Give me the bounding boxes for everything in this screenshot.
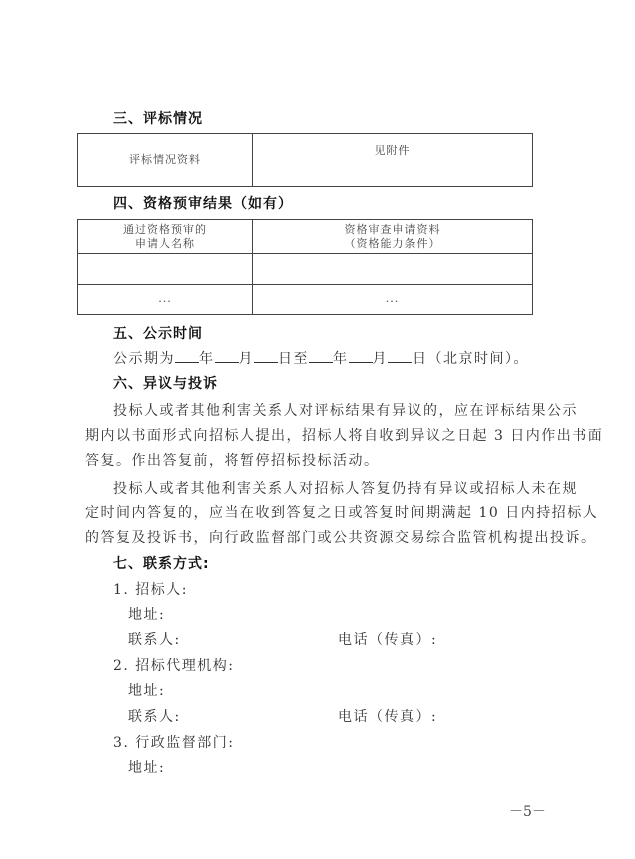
evaluation-table (77, 133, 533, 187)
table-cell (253, 254, 533, 284)
table-row (78, 284, 533, 314)
complaint-paragraph-line: 的答复及投诉书，向行政监督部门或公共资源交易综合监管机构提出投诉。 (85, 530, 597, 546)
objection-paragraph-line: 答复。作出答复前，将暂停招标投标活动。 (85, 453, 380, 469)
header-cell-materials: 资格审查申请资料 （资格能力条件） (253, 220, 533, 254)
prequalification-table (77, 219, 533, 315)
section-5-heading: 五、公示时间 (113, 326, 203, 342)
table-cell: ... (253, 284, 533, 314)
complaint-paragraph-line: 定时间内答复的，应当在收到答复之日或答复时间期满起 10 日内持招标人 (85, 505, 599, 521)
supervision-title: 3. 行政监督部门: (113, 735, 235, 751)
agency-contact: 联系人: (128, 709, 181, 725)
objection-paragraph-line: 期内以书面形式向招标人提出，招标人将自收到异议之日起 3 日内作出书面 (85, 428, 604, 444)
tenderer-address: 地址: (128, 607, 166, 623)
agency-address: 地址: (128, 683, 166, 699)
table-cell (78, 254, 253, 284)
section-3-heading: 三、评标情况 (113, 111, 203, 127)
publicity-period-text: 公示期为 年 月 日至 年 月 日（北京时间）。 (113, 351, 529, 367)
page-number: －5－ (509, 804, 546, 820)
complaint-paragraph-line: 投标人或者其他利害关系人对招标人答复仍持有异议或招标人未在规 (113, 481, 578, 497)
table-row (78, 254, 533, 284)
table-cell: ... (78, 284, 253, 314)
table-header-row (78, 220, 533, 254)
evaluation-value-cell: 见附件 (253, 134, 533, 187)
supervision-address: 地址: (128, 760, 166, 776)
objection-paragraph-line: 投标人或者其他利害关系人对评标结果有异议的，应在评标结果公示 (113, 403, 578, 419)
tenderer-contact: 联系人: (128, 632, 181, 648)
tenderer-phone: 电话（传真）: (338, 632, 438, 648)
agency-title: 2. 招标代理机构: (113, 658, 235, 674)
evaluation-label-cell: 评标情况资料 (78, 134, 253, 187)
section-4-heading: 四、资格预审结果（如有） (113, 196, 293, 212)
section-6-heading: 六、异议与投诉 (113, 376, 218, 392)
section-7-heading: 七、联系方式: (113, 556, 210, 572)
agency-phone: 电话（传真）: (338, 709, 438, 725)
tenderer-title: 1. 招标人: (113, 582, 189, 598)
header-cell-applicant: 通过资格预审的 申请人名称 (78, 220, 253, 254)
